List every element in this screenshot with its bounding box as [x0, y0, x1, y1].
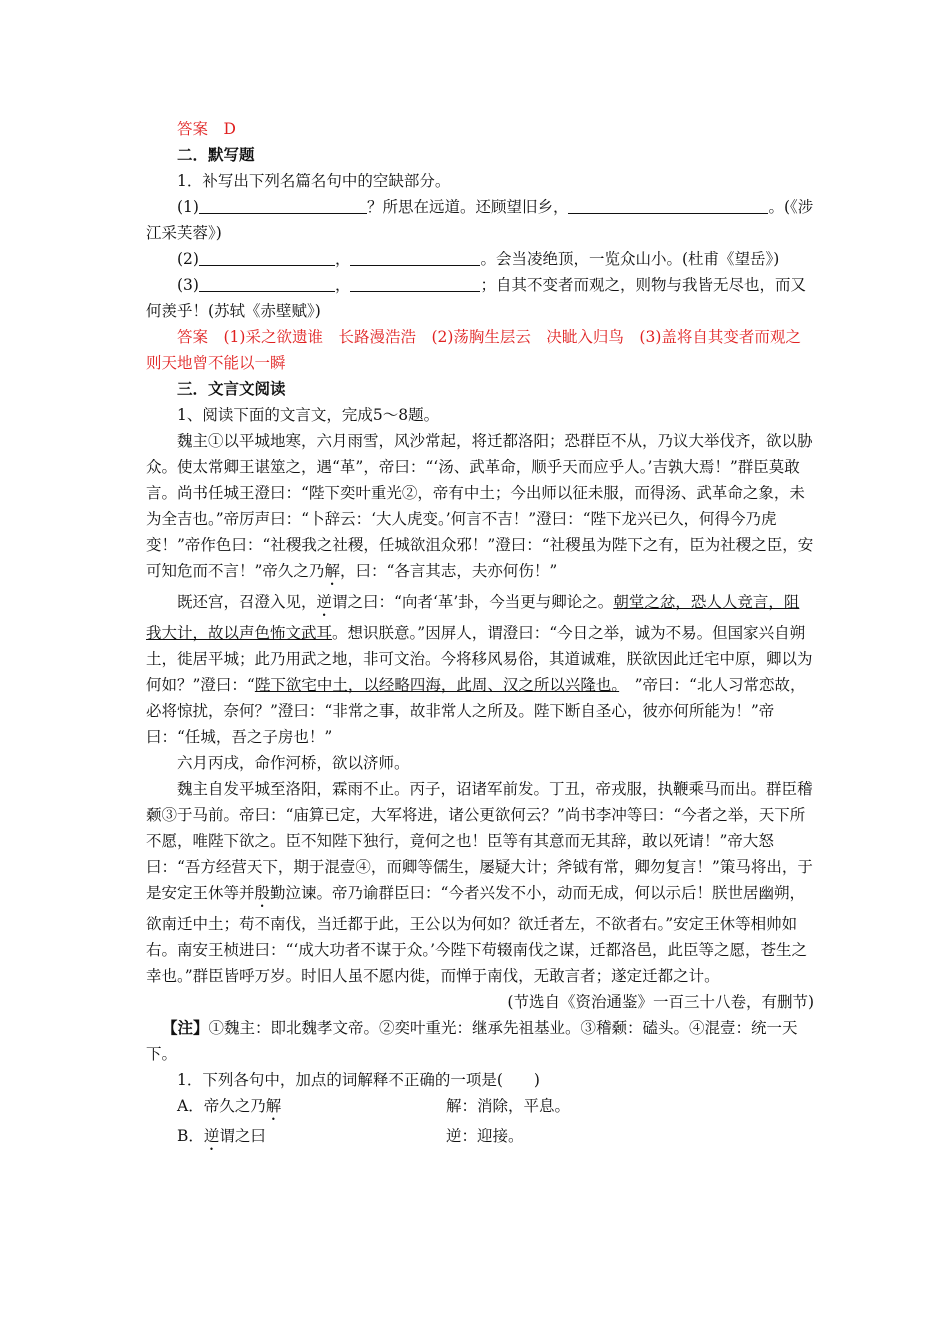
dotted-word: 解 — [324, 562, 340, 580]
dotted-word: 殷 — [254, 884, 271, 902]
fill-item-1: (1) ？所思在远道。还顾望旧乡， 。(《涉江采芙蓉》) — [146, 198, 814, 242]
question-stem-1: 1．补写出下列名篇名句中的空缺部分。 — [177, 172, 451, 190]
dotted-word: 逆 — [316, 593, 333, 611]
document-page — [146, 116, 817, 1153]
answer-blank — [199, 197, 367, 214]
passage-paragraph-3: 六月丙戌，命作河桥，欲以济师。 — [177, 754, 410, 772]
answer-blank — [350, 249, 480, 266]
passage-paragraph-2: 既还宫，召澄入见，逆谓之曰：“向者‘革’卦，今当更与卿论之。朝堂之忿，恐人人竞言，阻我大计，故以声色怖文武耳。想识朕意。”因屏人，谓澄曰：“今日之举，诚为不易。但国家兴自朔土，徙居平城；此乃用武之地，非可文治。今将移风易俗，其道诚难，朕欲因此迁宅中原，卿以为何如？”澄曰：“陛下欲宅中土，以经略四海，此周、汉之所以兴隆也。 ”帝曰：“北人习常恋故，必将惊扰，奈何？”澄曰：“非常之事，故非常人之所及。陛下断自圣心，彼亦何所能为！”帝曰：“任城，吾之子房也！” — [146, 593, 813, 746]
option-b: B．逆谓之曰 逆：迎接。 — [177, 1127, 524, 1145]
answer-blank — [199, 249, 335, 266]
dotted-word: 逆 — [203, 1127, 220, 1145]
passage-paragraph-1: 魏主①以平城地寒，六月雨雪，风沙常起，将迁都洛阳；恐群臣不从，乃议大举伐齐，欲以胁众。使太常卿王谌筮之，遇“革”，帝曰：“‘汤、武革命，顺乎天而应乎人。’吉孰大焉！”群臣莫敢言。尚书任城王澄曰：“陛下奕叶重光②，帝有中土；今出师以征未服，而得汤、武革命之象，未为全吉也。”帝厉声曰：“卜辞云：‘大人虎变。’何言不吉！”澄曰：“陛下龙兴已久，何得今乃虎变！”帝作色曰：“社稷我之社稷，任城欲沮众邪！”澄曰：“社稷虽为陛下之有，臣为社稷之臣，安可知危而不言！”帝久之乃解，曰：“各言其志，夫亦何伤！” — [146, 432, 814, 580]
fill-item-3: (3) ， ；自其不变者而观之，则物与我皆无尽也，而又何羡乎！(苏轼《赤壁赋》) — [146, 276, 806, 320]
dotted-word: 解 — [265, 1097, 282, 1115]
answer-line-2: 答案 (1)采之欲遗谁 长路漫浩浩 (2)荡胸生层云 决眦入归鸟 (3)盖将自其变者而观之 则天地曾不能以一瞬 — [146, 328, 817, 372]
passage-paragraph-4: 魏主自发平城至洛阳，霖雨不止。丙子，诏诸军前发。丁丑，帝戎服，执鞭乘马而出。群臣稽颡③于马前。帝曰：“庙算已定，大军将进，诸公更欲何云？”尚书李冲等曰：“今者之举，天下所不愿，唯陛下欲之。臣不知陛下独行，竟何之也！臣等有其意而无其辞，敢以死请！”帝大怒曰：“吾方经营天下，期于混壹④，而卿等儒生，屡疑大计；斧钺有常，卿勿复言！”策马将出，于是安定王休等并殷勤泣谏。帝乃谕群臣曰：“今者兴发不小，动而无成，何以示后！朕世居幽朔，欲南迁中土；苟不南伐，当迁都于此，王公以为何如？欲迁者左，不欲者右。”安定王休等相帅如右。南安王桢进曰：“‘成大功者不谋于众。’今陛下苟辍南伐之谋，迁都洛邑，此臣等之愿，苍生之幸也。”群臣皆呼万岁。时旧人虽不愿内徙，而惮于南伐，无敢言者；遂定迁都之计。 — [146, 780, 813, 985]
annotation-note: 【注】①魏主：即北魏孝文帝。②奕叶重光：继承先祖基业。③稽颡：磕头。④混壹：统一天下。 — [146, 1018, 798, 1063]
reading-stem: 1、阅读下面的文言文，完成5～8题。 — [177, 406, 440, 424]
option-a: A．帝久之乃解 解：消除，平息。 — [177, 1097, 571, 1115]
section-heading-dictation: 二．默写题 — [177, 145, 255, 164]
answer-blank — [568, 197, 768, 214]
question-stem-2: 1．下列各句中，加点的词解释不正确的一项是( ) — [177, 1071, 540, 1089]
section-heading-reading: 三．文言文阅读 — [177, 379, 286, 398]
answer-blank — [350, 275, 480, 292]
answer-blank — [199, 275, 335, 292]
underlined-sentence: 陛下欲宅中土，以经略四海，此周、汉之所以兴隆也。 — [254, 676, 620, 694]
fill-item-2: (2) ， 。会当凌绝顶，一览众山小。(杜甫《望岳》) — [177, 250, 780, 268]
answer-line-1: 答案 D — [177, 120, 236, 138]
underlined-sentence: 朝堂之忿，恐人人竞言，阻我大计，故以声色怖文武耳 — [146, 593, 800, 642]
passage-source: (节选自《资治通鉴》一百三十八卷，有删节) — [507, 993, 814, 1011]
